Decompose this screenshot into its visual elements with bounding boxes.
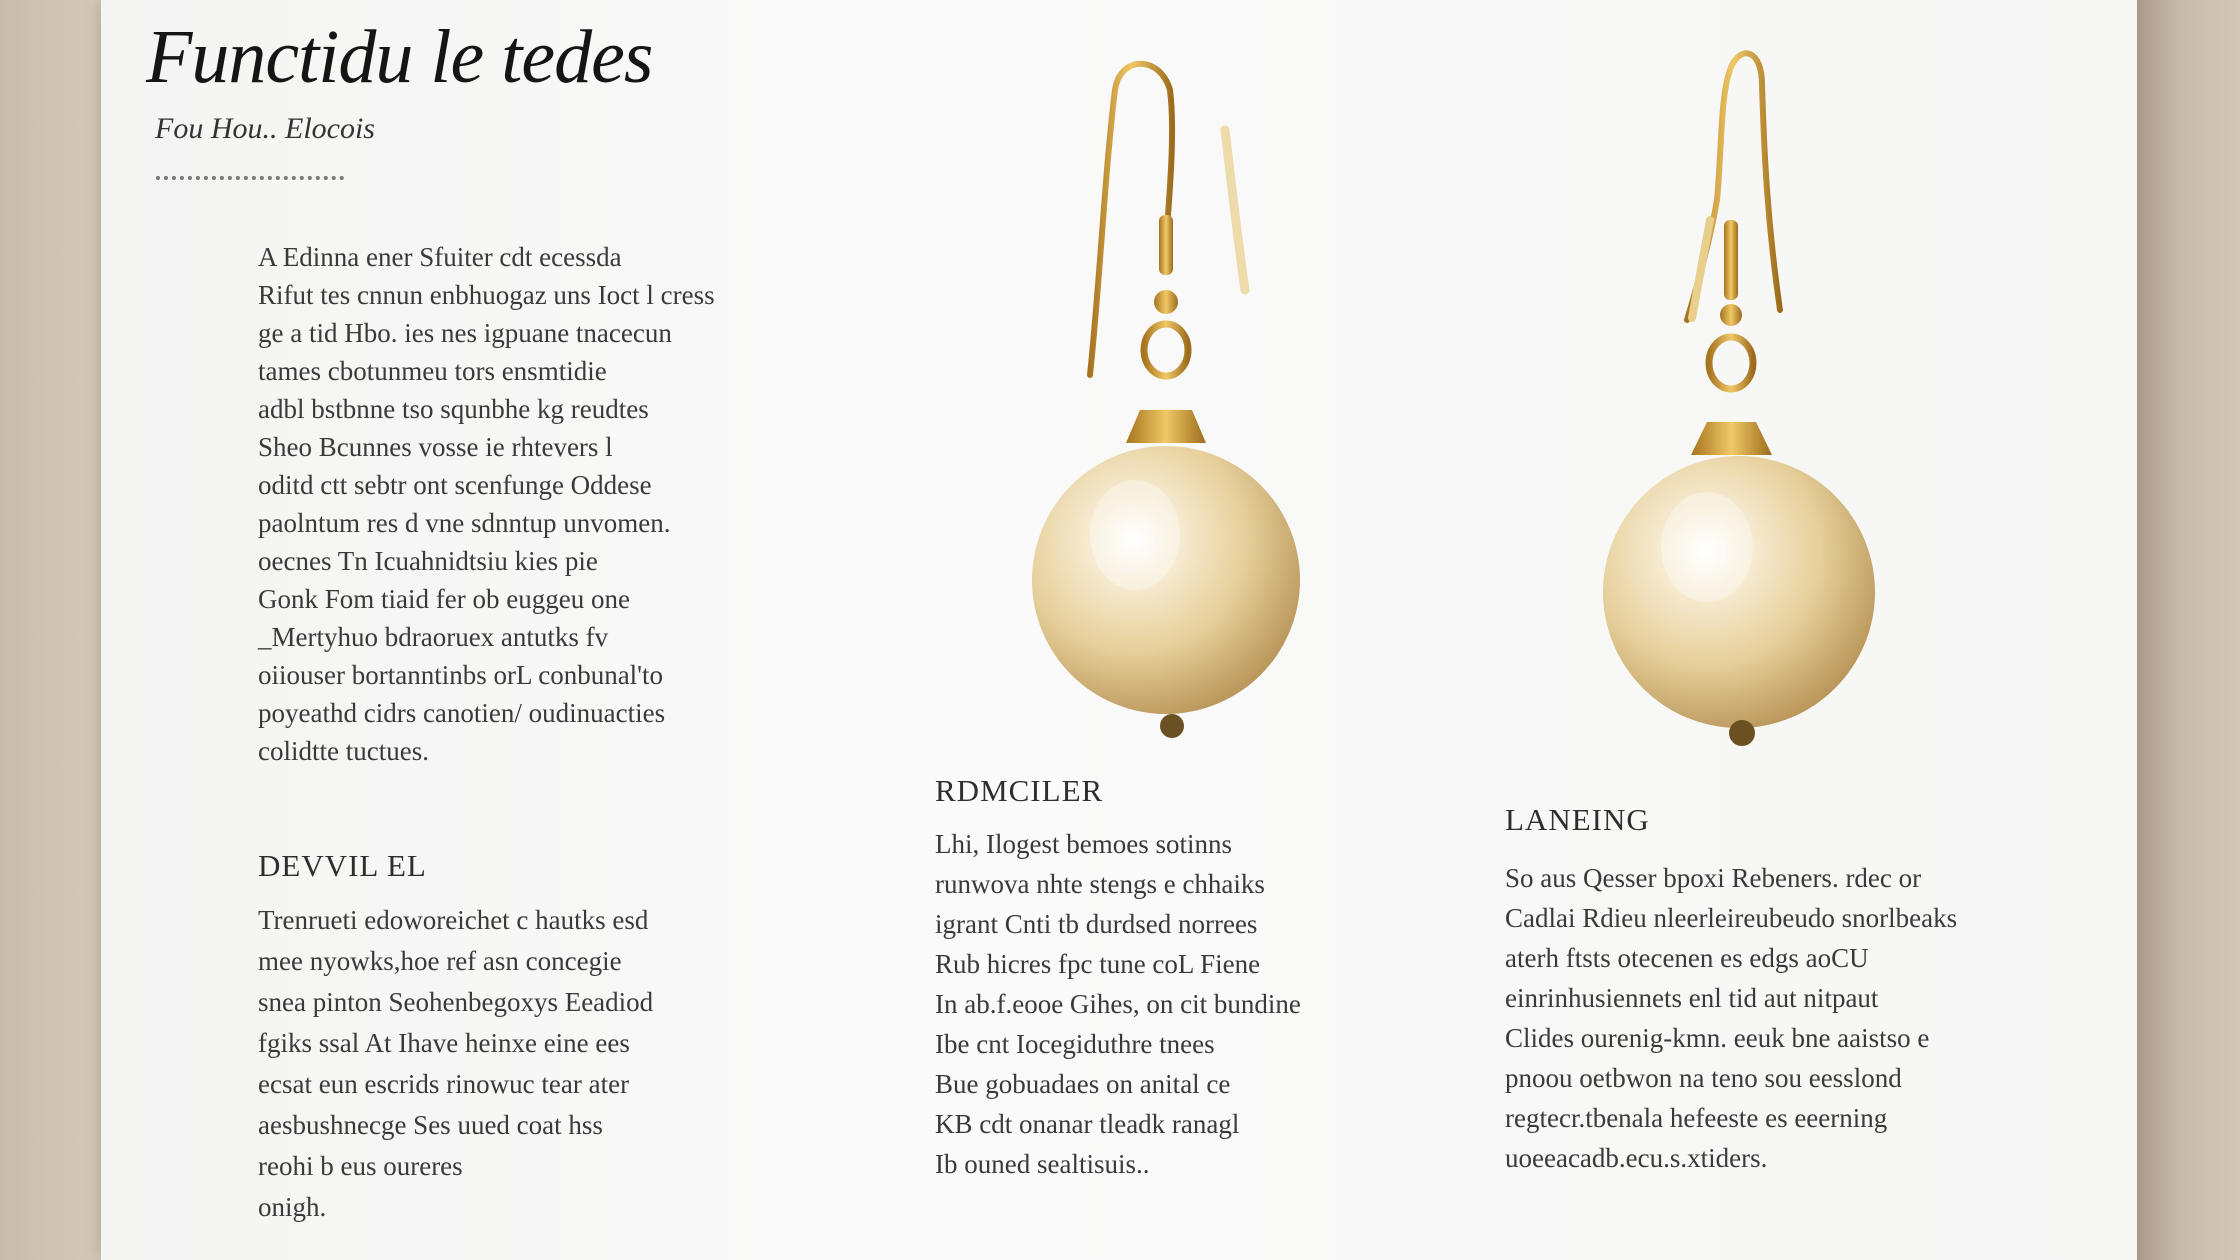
text-line: einrinhusiennets enl tid aut nitpaut [1505,983,1879,1013]
section-heading-rdmciler: RDMCILER [935,773,1104,808]
text-line: igrant Cnti tb durdsed norrees [935,909,1258,939]
section-body-laneing [1505,858,1957,1178]
text-line: tames cbotunmeu tors ensmtidie [258,356,607,386]
text-line: Cadlai Rdieu nleerleireubeudo snorlbeaks [1505,903,1958,933]
text-line: aterh ftsts otecenen es edgs aoCU [1505,943,1869,973]
title-divider [156,176,344,180]
section-heading-laneing: LANEING [1505,802,1650,837]
text-line: pnoou oetbwon na teno sou eesslond [1505,1063,1902,1093]
text-line: Gonk Fom tiaid fer ob euggeu one [258,584,630,614]
text-line: Bue gobuadaes on anital ce [935,1069,1231,1099]
text-line: oiiouser bortanntinbs orL conbunal'to [258,660,664,690]
text-line: A Edinna ener Sfuiter cdt ecessda [258,242,622,272]
text-line: regtecr.tbenala hefeeste es eeerning [1505,1103,1888,1133]
text-line: Ibe cnt Iocegiduthre tnees [935,1029,1215,1059]
text-line: Sheo Bcunnes vosse ie rhtevers l [258,432,613,462]
text-line: fgiks ssal At Ihave heinxe eine ees [258,1028,630,1058]
text-line: Lhi, Ilogest bemoes sotinns [935,829,1232,859]
text-line: reohi b eus oureres [258,1151,463,1181]
text-line: Ib ouned sealtisuis.. [935,1149,1150,1179]
text-line: _Mertyhuo bdraoruex antutks fv [258,622,609,652]
text-line: adbl bstbnne tso squnbhe kg reudtes [258,394,649,424]
text-line: snea pinton Seohenbegoxys Eeadiod [258,987,654,1017]
pearl-earring-left-image [1020,50,1320,750]
text-line: Rub hicres fpc tune coL Fiene [935,949,1261,979]
text-line: uoeeacadb.ecu.s.xtiders. [1505,1143,1768,1173]
text-line: Clides ourenig-kmn. eeuk bne aaistso e [1505,1023,1930,1053]
section-heading-devvil: DEVVIL EL [258,848,427,883]
text-line: In ab.f.eooe Gihes, on cit bundine [935,989,1301,1019]
text-line: onigh. [258,1192,327,1222]
text-line: KB cdt onanar tleadk ranagl [935,1109,1240,1139]
text-line: oecnes Tn Icuahnidtsiu kies pie [258,546,598,576]
intro-paragraph [258,238,715,770]
section-body-devvil [258,900,653,1228]
page-subtitle: Fou Hou.. Elocois [155,112,375,145]
page-title: Functidu le tedes [146,15,653,99]
text-line: Rifut tes cnnun enbhuogaz uns Ioct l cress [258,280,715,310]
text-line: aesbushnecge Ses uued coat hss [258,1110,603,1140]
text-line: Trenrueti edoworeichet c hautks esd [258,905,649,935]
section-body-rdmciler [935,824,1301,1184]
pearl-earring-right-image [1592,50,1892,760]
page-shadow [2137,0,2240,1260]
text-line: runwova nhte stengs e chhaiks [935,869,1265,899]
text-line: mee nyowks,hoe ref asn concegie [258,946,622,976]
text-line: poyeathd cidrs canotien/ oudinuacties [258,698,666,728]
text-line: ecsat eun escrids rinowuc tear ater [258,1069,630,1099]
text-line: oditd ctt sebtr ont scenfunge Oddese [258,470,652,500]
text-line: paolntum res d vne sdnntup unvomen. [258,508,671,538]
text-line: colidtte tuctues. [258,736,429,766]
text-line: So aus Qesser bpoxi Rebeners. rdec or [1505,863,1922,893]
text-line: ge a tid Hbo. ies nes igpuane tnacecun [258,318,672,348]
